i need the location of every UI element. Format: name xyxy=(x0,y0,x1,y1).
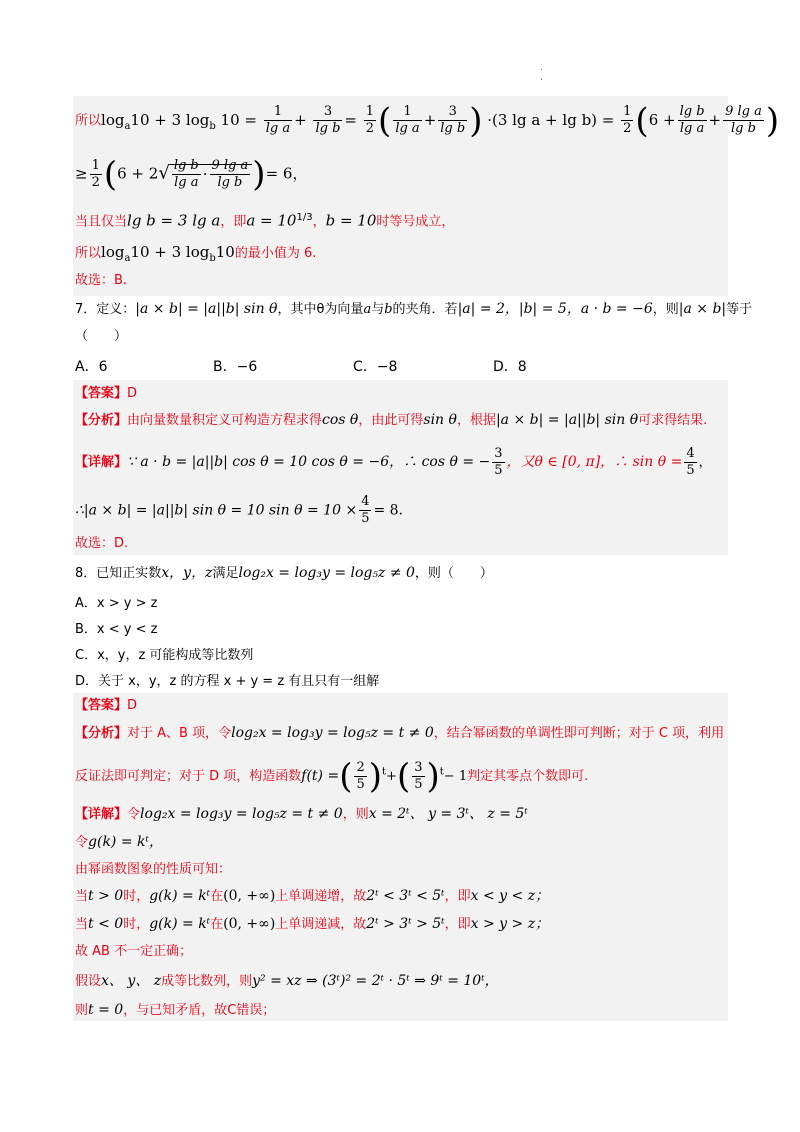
q7-detail-1: 【详解】∵ a · b = |a||b| cos θ = 10 cos θ = −6，∴ cos θ = − $\frac{3}{5}$ ，又θ ∈ [0, π]，∴ sin θ = $\frac{4}{5}$ ， xyxy=(75,446,712,478)
q6-line1: 所以$\log_a10 + 3$ $\log_b 10$ = $\frac{1}{\text{lg a}}$ + $\frac{3}{\text{lg b}}$ = $\frac{1}{2}$ ( $\frac{1}{\text{lg a}}$ + $\frac{3}{\text{lg b}}$ ) ·(3 lg a + lg b) = $\frac{1}{2}$ (6 + $\frac{\text{lg b}}{\text{lg a}}$ + $\frac{\text{9 lg a}}{\text{lg b}}$ ) xyxy=(75,100,780,141)
q7-option-c: C．−8 xyxy=(353,359,398,375)
q7-detail-2: ∴|a × b| = |a||b| sin θ = 10 sin θ = 10 × $\frac{4}{5}$ = 8. xyxy=(75,494,404,526)
q6-line2: ≥ $\frac{1}{2}$ (6 + 2√ $\frac{\text{lg b}}{\text{lg a}}$ · $\frac{\text{9 lg a}}{\text{lg b}}$ )= 6， xyxy=(75,154,308,195)
q8-detail-4: 当t > 0时，g(k) = kᵗ在(0, +∞)上单调递增，故2ᵗ < 3ᵗ < 5ᵗ，即x < y < z； xyxy=(75,888,550,904)
q7-answer: 【答案】D xyxy=(75,386,138,401)
q8-stem: 8．已知正实数x，y，z满足log₂x = log₃y = log₅z ≠ 0，则（ ） xyxy=(75,565,493,581)
q8-detail-5: 当t < 0时，g(k) = kᵗ在(0, +∞)上单调递减，故2ᵗ > 3ᵗ > 5ᵗ，即x > y > z； xyxy=(75,916,550,932)
q8-detail-2: 令g(k) = kᵗ， xyxy=(75,834,163,850)
q7-option-d: D．8 xyxy=(493,359,527,375)
q7-select: 故选：D. xyxy=(75,536,129,551)
q8-analysis-2: 反证法即可判定；对于 D 项，构造函数f(t) =( $\frac{2}{5}$ )$^t$+( $\frac{3}{5}$ )$^t$− 1判定其零点个数即可. xyxy=(75,756,589,797)
q8-answer: 【答案】D xyxy=(75,698,138,713)
q6-line5: 故选：B. xyxy=(75,273,128,288)
q6-line4: 所以$\log_a10 + 3$ $\log_b10$的最小值为 6. xyxy=(75,243,317,264)
q8-detail-3: 由幂函数图象的性质可知： xyxy=(75,862,232,877)
q7-analysis: 【分析】由向量数量积定义可构造方程求得cos θ，由此可得sin θ，根据|a × b| = |a||b| sin θ可求得结果. xyxy=(75,412,708,428)
q8-analysis-1: 【分析】对于 A、B 项，令log₂x = log₃y = log₅z = t ≠ 0，结合幂函数的单调性即可判断；对于 C 项，利用 xyxy=(75,725,725,741)
q8-detail-6: 故 AB 不一定正确； xyxy=(75,944,193,959)
q7-paren: （ ） xyxy=(75,329,128,344)
q7-option-b: B．−6 xyxy=(213,359,258,375)
q8-option-b: B．x < y < z xyxy=(75,622,158,637)
q8-detail-1: 【详解】令log₂x = log₃y = log₅z = t ≠ 0，则x = 2ᵗ、 y = 3ᵗ、 z = 5ᵗ xyxy=(75,806,528,822)
q8-option-c: C．x，y，z 可能构成等比数列 xyxy=(75,648,254,663)
q7-stem: 7．定义：|a × b| = |a||b| sin θ，其中θ为向量a与b的夹角．若|a| = 2，|b| = 5，a · b = −6，则|a × b|等于 xyxy=(75,301,753,317)
header-marks: · · xyxy=(540,65,544,86)
q8-option-d: D．关于 x，y，z 的方程 x + y = z 有且只有一组解 xyxy=(75,674,380,689)
q6-line3: 当且仅当lg b = 3 lg a，即$a = 10^{1/3}$，b = 10时等号成立， xyxy=(75,211,455,230)
q8-option-a: A．x > y > z xyxy=(75,596,158,611)
q8-detail-8: 则t = 0，与已知矛盾，故C错误； xyxy=(75,1002,276,1018)
q7-option-a: A．6 xyxy=(75,359,108,375)
q8-detail-7: 假设x、 y、 z成等比数列，则y² = xz ⇒ (3ᵗ)² = 2ᵗ · 5ᵗ ⇒ 9ᵗ = 10ᵗ， xyxy=(75,973,499,989)
